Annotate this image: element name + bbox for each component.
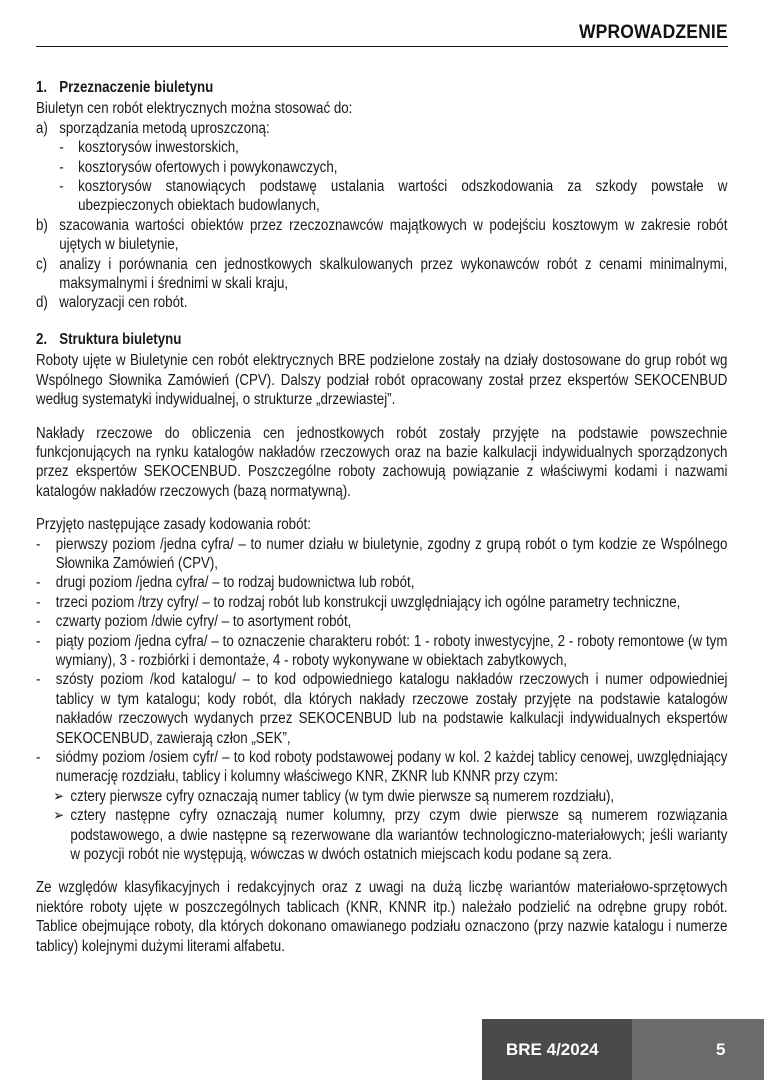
- coding-rule-text: pierwszy poziom /jedna cyfra/ – to numer działu w biuletynie, zgodny z grupą robót o tym kodzie ze Wspólnego Słownika Zamówień (CPV),: [55, 535, 728, 572]
- purpose-subitem: [36, 177, 727, 216]
- coding-rule: [36, 748, 727, 787]
- coding-rules-intro: Przyjęto następujące zasady kodowania robót:: [36, 516, 311, 534]
- purpose-item-b: [36, 216, 727, 255]
- dash-marker: -: [36, 749, 41, 766]
- page-number: 5: [716, 1040, 726, 1059]
- arrow-bullet-icon: ➢: [53, 807, 65, 825]
- coding-rule: [36, 612, 727, 631]
- purpose-subitem: [36, 138, 727, 157]
- section-1-number: 1.: [36, 79, 48, 96]
- structure-paragraph-2: Nakłady rzeczowe do obliczenia cen jednostkowych robót zostały przyjęte na podstawie powszechnie funkcjonujących na rynku katalogów nakładów rzeczowych oraz na bazie kalkulacji indywidualnych sporządzonych przez ekspertów SEKOCENBUD. Poszczególne roboty zachowują powiązanie z właściwymi kodami i nazwami katalogów nakładów rzeczowych (bazą normatywną).: [36, 424, 728, 500]
- purpose-item-text: sporządzania metodą uproszczoną:: [59, 119, 270, 137]
- purpose-item-label: c): [36, 255, 48, 273]
- page-content: [36, 78, 728, 956]
- coding-rule-text: piąty poziom /jedna cyfra/ – to oznaczenie charakteru robót: 1 - roboty inwestycyjne, 2 - roboty remontowe (w tym wymiany), 3 - rozbiórki i demontaże, 4 - roboty wykonywane w obiektach zabytkowych,: [55, 632, 728, 669]
- dash-marker: -: [36, 671, 41, 689]
- structure-paragraph-1: Roboty ujęte w Biuletynie cen robót elektrycznych BRE podzielone zostały na działy dostosowane do grup robót wg Wspólnego Słownika Zamówień (CPV). Dalszy podział robót opracowany został przez ekspertów SEKOCENBUD według systematyki indywidualnej, o strukturze „drzewiastej”.: [36, 352, 728, 409]
- coding-rules-list: [36, 535, 727, 865]
- purpose-item-a: [36, 119, 727, 138]
- coding-subrule: [36, 806, 727, 864]
- purpose-item-d: [36, 293, 727, 312]
- purpose-item-c: [36, 255, 727, 294]
- coding-rule: [36, 632, 727, 671]
- purpose-item-text: analizy i porównania cen jednostkowych skalkulowanych przez wykonawców robót z cenami minimalnymi, maksymalnymi i średnimi w skali kraju,: [59, 255, 728, 293]
- coding-rule-text: trzeci poziom /trzy cyfry/ – to rodzaj robót lub konstrukcji uwzględniający ich ogólne parametry techniczne,: [55, 593, 681, 611]
- section-2-title: Struktura biuletynu: [59, 330, 182, 348]
- purpose-subitem-text: kosztorysów stanowiących podstawę ustalania wartości odszkodowania za szkody powstałe w ubezpieczonych obiektach budowlanych,: [78, 178, 728, 215]
- coding-rule: [36, 593, 727, 612]
- coding-subrule-text: cztery następne cyfry oznaczają numer kolumny, przy czym dwie pierwsze są numerem rozwiązania podstawowego, a dwie następne są rezerwowane dla wariantów technologiczno-materiałowych; jeśli warianty w pozycji robót nie występują, wówczas w dwóch ostatnich miejscach kodu podane są zera.: [70, 807, 728, 864]
- coding-rule-text: drugi poziom /jedna cyfra/ – to rodzaj budownictwa lub robót,: [55, 574, 415, 592]
- dash-marker: -: [59, 158, 64, 176]
- purpose-item-text: waloryzacji cen robót.: [59, 294, 188, 312]
- purpose-list: [36, 119, 727, 313]
- header-rule: [36, 46, 728, 47]
- page-header-title: WPROWADZENIE: [579, 22, 728, 43]
- dash-marker: -: [36, 613, 41, 631]
- purpose-item-label: b): [36, 216, 48, 234]
- dash-marker: -: [59, 139, 64, 157]
- dash-marker: -: [36, 574, 41, 592]
- content-inner: [36, 78, 727, 956]
- structure-paragraph-3: Ze względów klasyfikacyjnych i redakcyjnych oraz z uwagi na dużą liczbę wariantów materiałowo-sprzętowych niektóre roboty ujęte w poszczególnych tablicach (KNR, KNNR itp.) należało podzielić na odrębne grupy robót. Tablice obejmujące roboty, dla których dokonano omawianego podziału oznaczono (przy nazwie katalogu i numerze tablicy) kolejnymi dużymi literami alfabetu.: [36, 879, 728, 955]
- arrow-bullet-icon: ➢: [53, 787, 65, 805]
- section-1-title: Przeznaczenie biuletynu: [59, 79, 214, 96]
- purpose-item-label: d): [36, 294, 48, 312]
- purpose-subitem-text: kosztorysów inwestorskich,: [78, 139, 239, 157]
- dash-marker: -: [36, 632, 41, 650]
- coding-rule-text: czwarty poziom /dwie cyfry/ – to asortyment robót,: [55, 613, 352, 631]
- purpose-item-text: szacowania wartości obiektów przez rzeczoznawców majątkowych w podejściu kosztowym w zakresie robót ujętych w biuletynie,: [59, 216, 728, 254]
- coding-rule: [36, 573, 727, 592]
- purpose-item-label: a): [36, 119, 48, 137]
- dash-marker: -: [59, 178, 64, 196]
- footer-doc-label: BRE 4/2024: [506, 1040, 599, 1059]
- coding-subrule-text: cztery pierwsze cyfry oznaczają numer tablicy (w tym dwie pierwsze są numerem rozdziału),: [70, 787, 615, 805]
- section-1-heading: [36, 78, 727, 97]
- dash-marker: -: [36, 535, 41, 553]
- coding-rule: [36, 535, 727, 574]
- footer-page-band: [632, 1019, 764, 1080]
- coding-subrule: [36, 787, 727, 806]
- section-2-heading: [36, 330, 727, 349]
- purpose-subitem-text: kosztorysów ofertowych i powykonawczych,: [78, 158, 338, 176]
- dash-marker: -: [36, 593, 41, 611]
- coding-rule-text: szósty poziom /kod katalogu/ – to kod odpowiedniego katalogu nakładów rzeczowych i numer odpowiedniej tablicy w tym katalogu; kody robót, dla których nakłady rzeczowe zostały przyjęte na podstawie katalogów nakładów rzeczowych wydanych przez SEKOCENBUD lub na podstawie kalkulacji indywidualnych ekspertów SEKOCENBUD, zawierają człon „SEK”,: [55, 671, 728, 747]
- coding-rule: [36, 670, 727, 748]
- coding-rule-text: siódmy poziom /osiem cyfr/ – to kod roboty podstawowej podany w kol. 2 każdej tablicy cenowej, uwzględniający numerację rozdziału, tablicy i kolumny właściwego KNR, ZKNR lub KNNR przy czym:: [55, 749, 728, 786]
- section-2-number: 2.: [36, 330, 48, 348]
- purpose-subitem: [36, 158, 727, 177]
- section-1-intro: Biuletyn cen robót elektrycznych można stosować do:: [36, 100, 353, 118]
